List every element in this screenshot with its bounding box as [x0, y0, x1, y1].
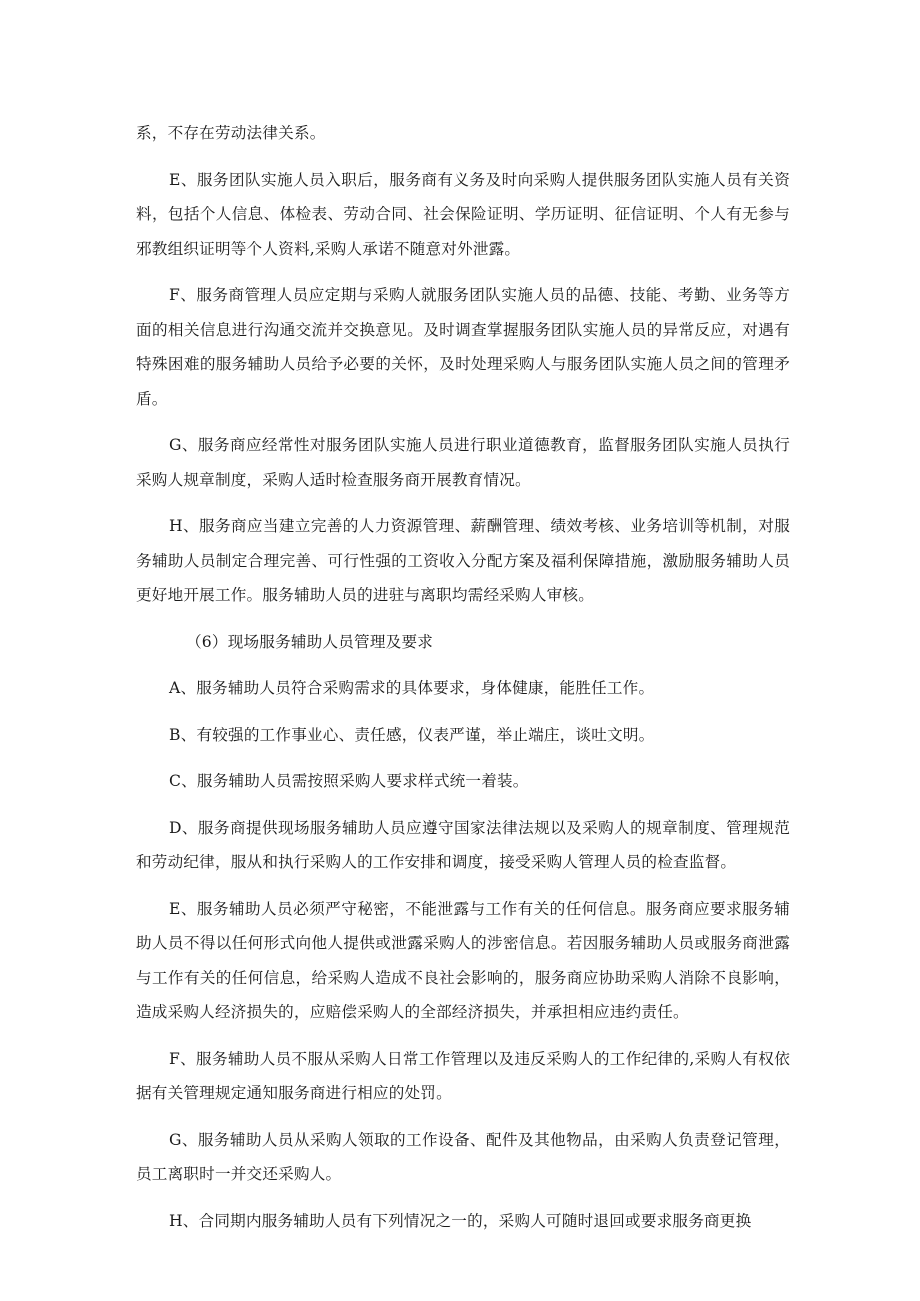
paragraph-h-replacement: H、合同期内服务辅助人员有下列情况之一的，采购人可随时退回或要求服务商更换: [169, 1211, 752, 1230]
paragraph-e-confidentiality: E、服务辅助人员必须严守秘密，不能泄露与工作有关的任何信息。服务商应要求服务辅助人员不得以任何形式向他人提供或泄露采购人的涉密信息。若因服务辅助人员或服务商泄露与工作有关的任何信息，给采购人造成不良社会影响的，服务商应协助采购人消除不良影响，造成采购人经济损失的，应赔偿采购人的全部经济损失，并承担相应违约责任。: [136, 899, 790, 1021]
paragraph-b-attitude: B、有较强的工作事业心、责任感，仪表严谨，举止端庄，谈吐文明。: [169, 725, 655, 744]
paragraph-a-requirements: A、服务辅助人员符合采购需求的具体要求，身体健康，能胜任工作。: [169, 679, 655, 697]
paragraph-h-hr-mechanisms: H、服务商应当建立完善的人力资源管理、薪酬管理、绩效考核、业务培训等机制，对服务辅助人员制定合理完善、可行性强的工资收入分配方案及福利保障措施，激励服务辅助人员更好地开展工作。服务辅助人员的进驻与离职均需经采购人审核。: [136, 517, 790, 604]
paragraph-continuation: 系，不存在劳动法律关系。: [136, 124, 326, 142]
paragraph-c-uniform: C、服务辅助人员需按照采购人要求样式统一着装。: [169, 772, 529, 790]
paragraph-d-compliance: D、服务商提供现场服务辅助人员应遵守国家法律法规以及采购人的规章制度、管理规范和劳动纪律，服从和执行采购人的工作安排和调度，接受采购人管理人员的检查监督。: [136, 818, 790, 871]
paragraph-g-ethics-education: G、服务商应经常性对服务团队实施人员进行职业道德教育，监督服务团队实施人员执行采购人规章制度，采购人适时检查服务商开展教育情况。: [136, 436, 790, 489]
document-body: [136, 116, 790, 1250]
paragraph-g-equipment: G、服务辅助人员从采购人领取的工作设备、配件及其他物品，由采购人负责登记管理，员工离职时一并交还采购人。: [136, 1130, 790, 1183]
section-heading-onsite-staff: （6）现场服务辅助人员管理及要求: [186, 632, 434, 651]
paragraph-e-staff-records: E、服务团队实施人员入职后，服务商有义务及时向采购人提供服务团队实施人员有关资料，包括个人信息、体检表、劳动合同、社会保险证明、学历证明、征信证明、个人有无参与邪教组织证明等个人资料,采购人承诺不随意对外泄露。: [136, 170, 790, 258]
paragraph-f-discipline: F、服务辅助人员不服从采购人日常工作管理以及违反采购人的工作纪律的,采购人有权依据有关管理规定通知服务商进行相应的处罚。: [136, 1049, 790, 1102]
paragraph-f-management-communication: F、服务商管理人员应定期与采购人就服务团队实施人员的品德、技能、考勤、业务等方面的相关信息进行沟通交流并交换意见。及时调查掌握服务团队实施人员的异常反应，对遇有特殊困难的服务辅助人员给予必要的关怀，及时处理采购人与服务团队实施人员之间的管理矛盾。: [136, 286, 790, 408]
